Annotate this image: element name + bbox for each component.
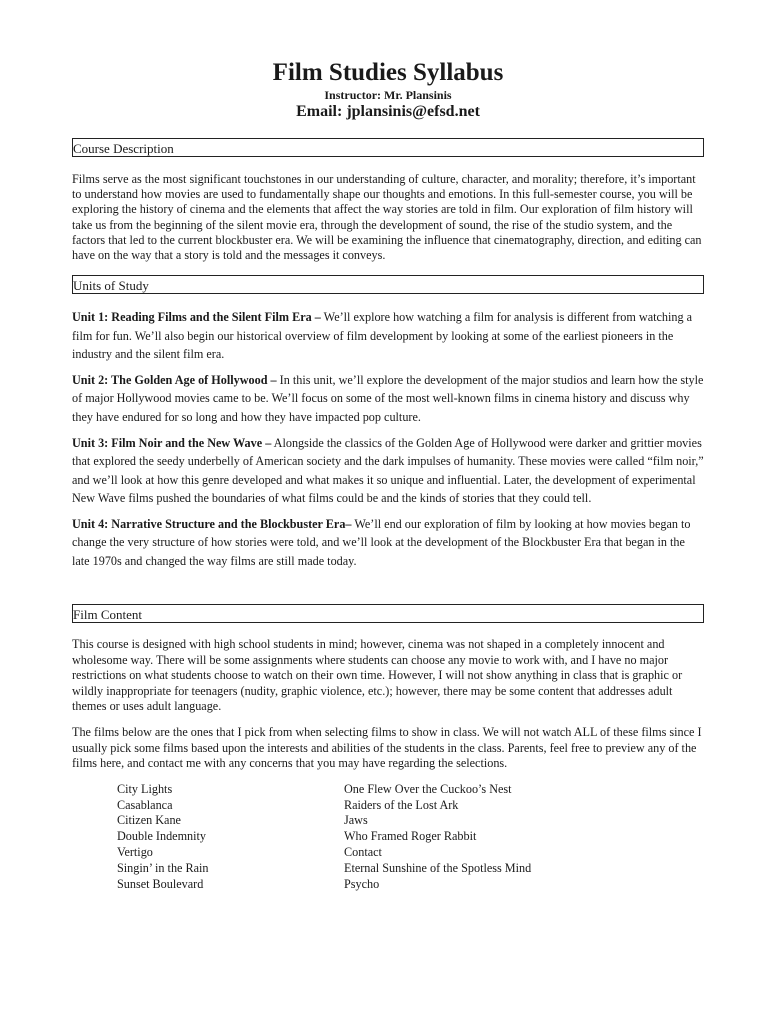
unit-4-text: We’ll end our exploration of film by looking at how movies began to change the very structure of how stories were told, and we’ll look at the development of the Blockbuster Era that began in the late 1970s and changed the way films are still made today.	[72, 517, 691, 568]
film-item: Vertigo	[117, 845, 153, 860]
film-item: Contact	[344, 845, 382, 860]
unit-1	[72, 308, 704, 363]
units-of-study-heading-label: Units of Study	[73, 278, 149, 294]
unit-3	[72, 434, 704, 507]
unit-1-text: We’ll explore how watching a film for analysis is different from watching a film for fun. We’ll also begin our historical overview of film development by looking at some of the earliest pioneers in the industry and the silent film era.	[72, 310, 693, 361]
film-content-paragraph-2: The films below are the ones that I pick from when selecting films to show in class. We will not watch ALL of these films since I usually pick some films based upon the interests and abilities of the students in the class. Parents, feel free to preview any of the films here, and contact me with any concerns that you may have regarding the selections.	[72, 725, 702, 771]
unit-4	[72, 515, 704, 570]
film-item: Citizen Kane	[117, 813, 181, 828]
film-item: Sunset Boulevard	[117, 876, 204, 891]
unit-4-title: Unit 4: Narrative Structure and the Blockbuster Era–	[72, 517, 352, 532]
unit-2	[72, 371, 704, 426]
unit-2-title: Unit 2: The Golden Age of Hollywood –	[72, 373, 277, 388]
film-item: Psycho	[344, 876, 380, 891]
film-item: City Lights	[117, 781, 173, 796]
film-list-left	[117, 782, 344, 893]
film-item: Eternal Sunshine of the Spotless Mind	[344, 860, 532, 875]
unit-1-title: Unit 1: Reading Films and the Silent Film Era –	[72, 310, 321, 325]
film-item: Who Framed Roger Rabbit	[344, 829, 477, 844]
film-list	[117, 782, 704, 893]
syllabus-page	[72, 58, 704, 892]
film-content-paragraph-1: This course is designed with high school students in mind; however, cinema was not shaped in a completely innocent and wholesome way. There will be some assignments where students can choose any movie to work with, and I have no major restrictions on what students choose to watch on their own time. However, I will not show anything in class that is graphic or wildly inappropriate for teenagers (nudity, graphic violence, etc.); however, there may be some content that addresses adult themes or uses adult language.	[72, 637, 683, 714]
unit-2-text: In this unit, we’ll explore the development of the major studios and learn how the style of major Hollywood movies came to be. We’ll focus on some of the most well-known films in cinema history and discuss why they have endured for so long and how they have impacted pop culture.	[72, 373, 704, 424]
film-item: Raiders of the Lost Ark	[344, 797, 459, 812]
email-line: Email: jplansinis@efsd.net	[296, 103, 480, 120]
unit-3-text: Alongside the classics of the Golden Age of Hollywood were darker and grittier movies that explored the seedy underbelly of American society and the dark impulses of humanity. These movies were called “film noir,” and we’ll look at how this genre developed and what makes it so unique and influential. Later, the development of experimental New Wave films pushed the boundaries of what films could be and the kinds of stories that they could tell.	[72, 436, 704, 505]
film-item: Casablanca	[117, 797, 173, 812]
course-description-heading	[72, 138, 704, 157]
film-list-right	[344, 782, 634, 893]
unit-3-title: Unit 3: Film Noir and the New Wave –	[72, 436, 272, 450]
film-content-heading	[72, 604, 704, 623]
units-of-study-heading	[72, 275, 704, 294]
film-item: Singin’ in the Rain	[117, 860, 209, 875]
course-description-heading-label: Course Description	[73, 141, 174, 156]
film-item: Double Indemnity	[117, 829, 207, 844]
course-description-text: Films serve as the most significant touchstones in our understanding of culture, character, and morality; therefore, it’s important to understand how movies are used to fundamentally shape our thoughts and emotions. In this full-semester course, you will be exploring the history of cinema and the elements that affect the way stories are told in film. Our exploration of film history will take us from the beginning of the silent movie era, through the development of sound, the rise of the studio system, and the factors that led to the current blockbuster era. We will be examining the influence that cinematography, direction, and editing can have on the way that a story is told and the messages it conveys.	[72, 172, 702, 263]
film-content-heading-label: Film Content	[73, 607, 142, 623]
film-item: One Flew Over the Cuckoo’s Nest	[344, 781, 512, 796]
page-title: Film Studies Syllabus	[272, 59, 504, 86]
instructor-line: Instructor: Mr. Plansinis	[324, 88, 452, 102]
film-item: Jaws	[344, 813, 368, 828]
